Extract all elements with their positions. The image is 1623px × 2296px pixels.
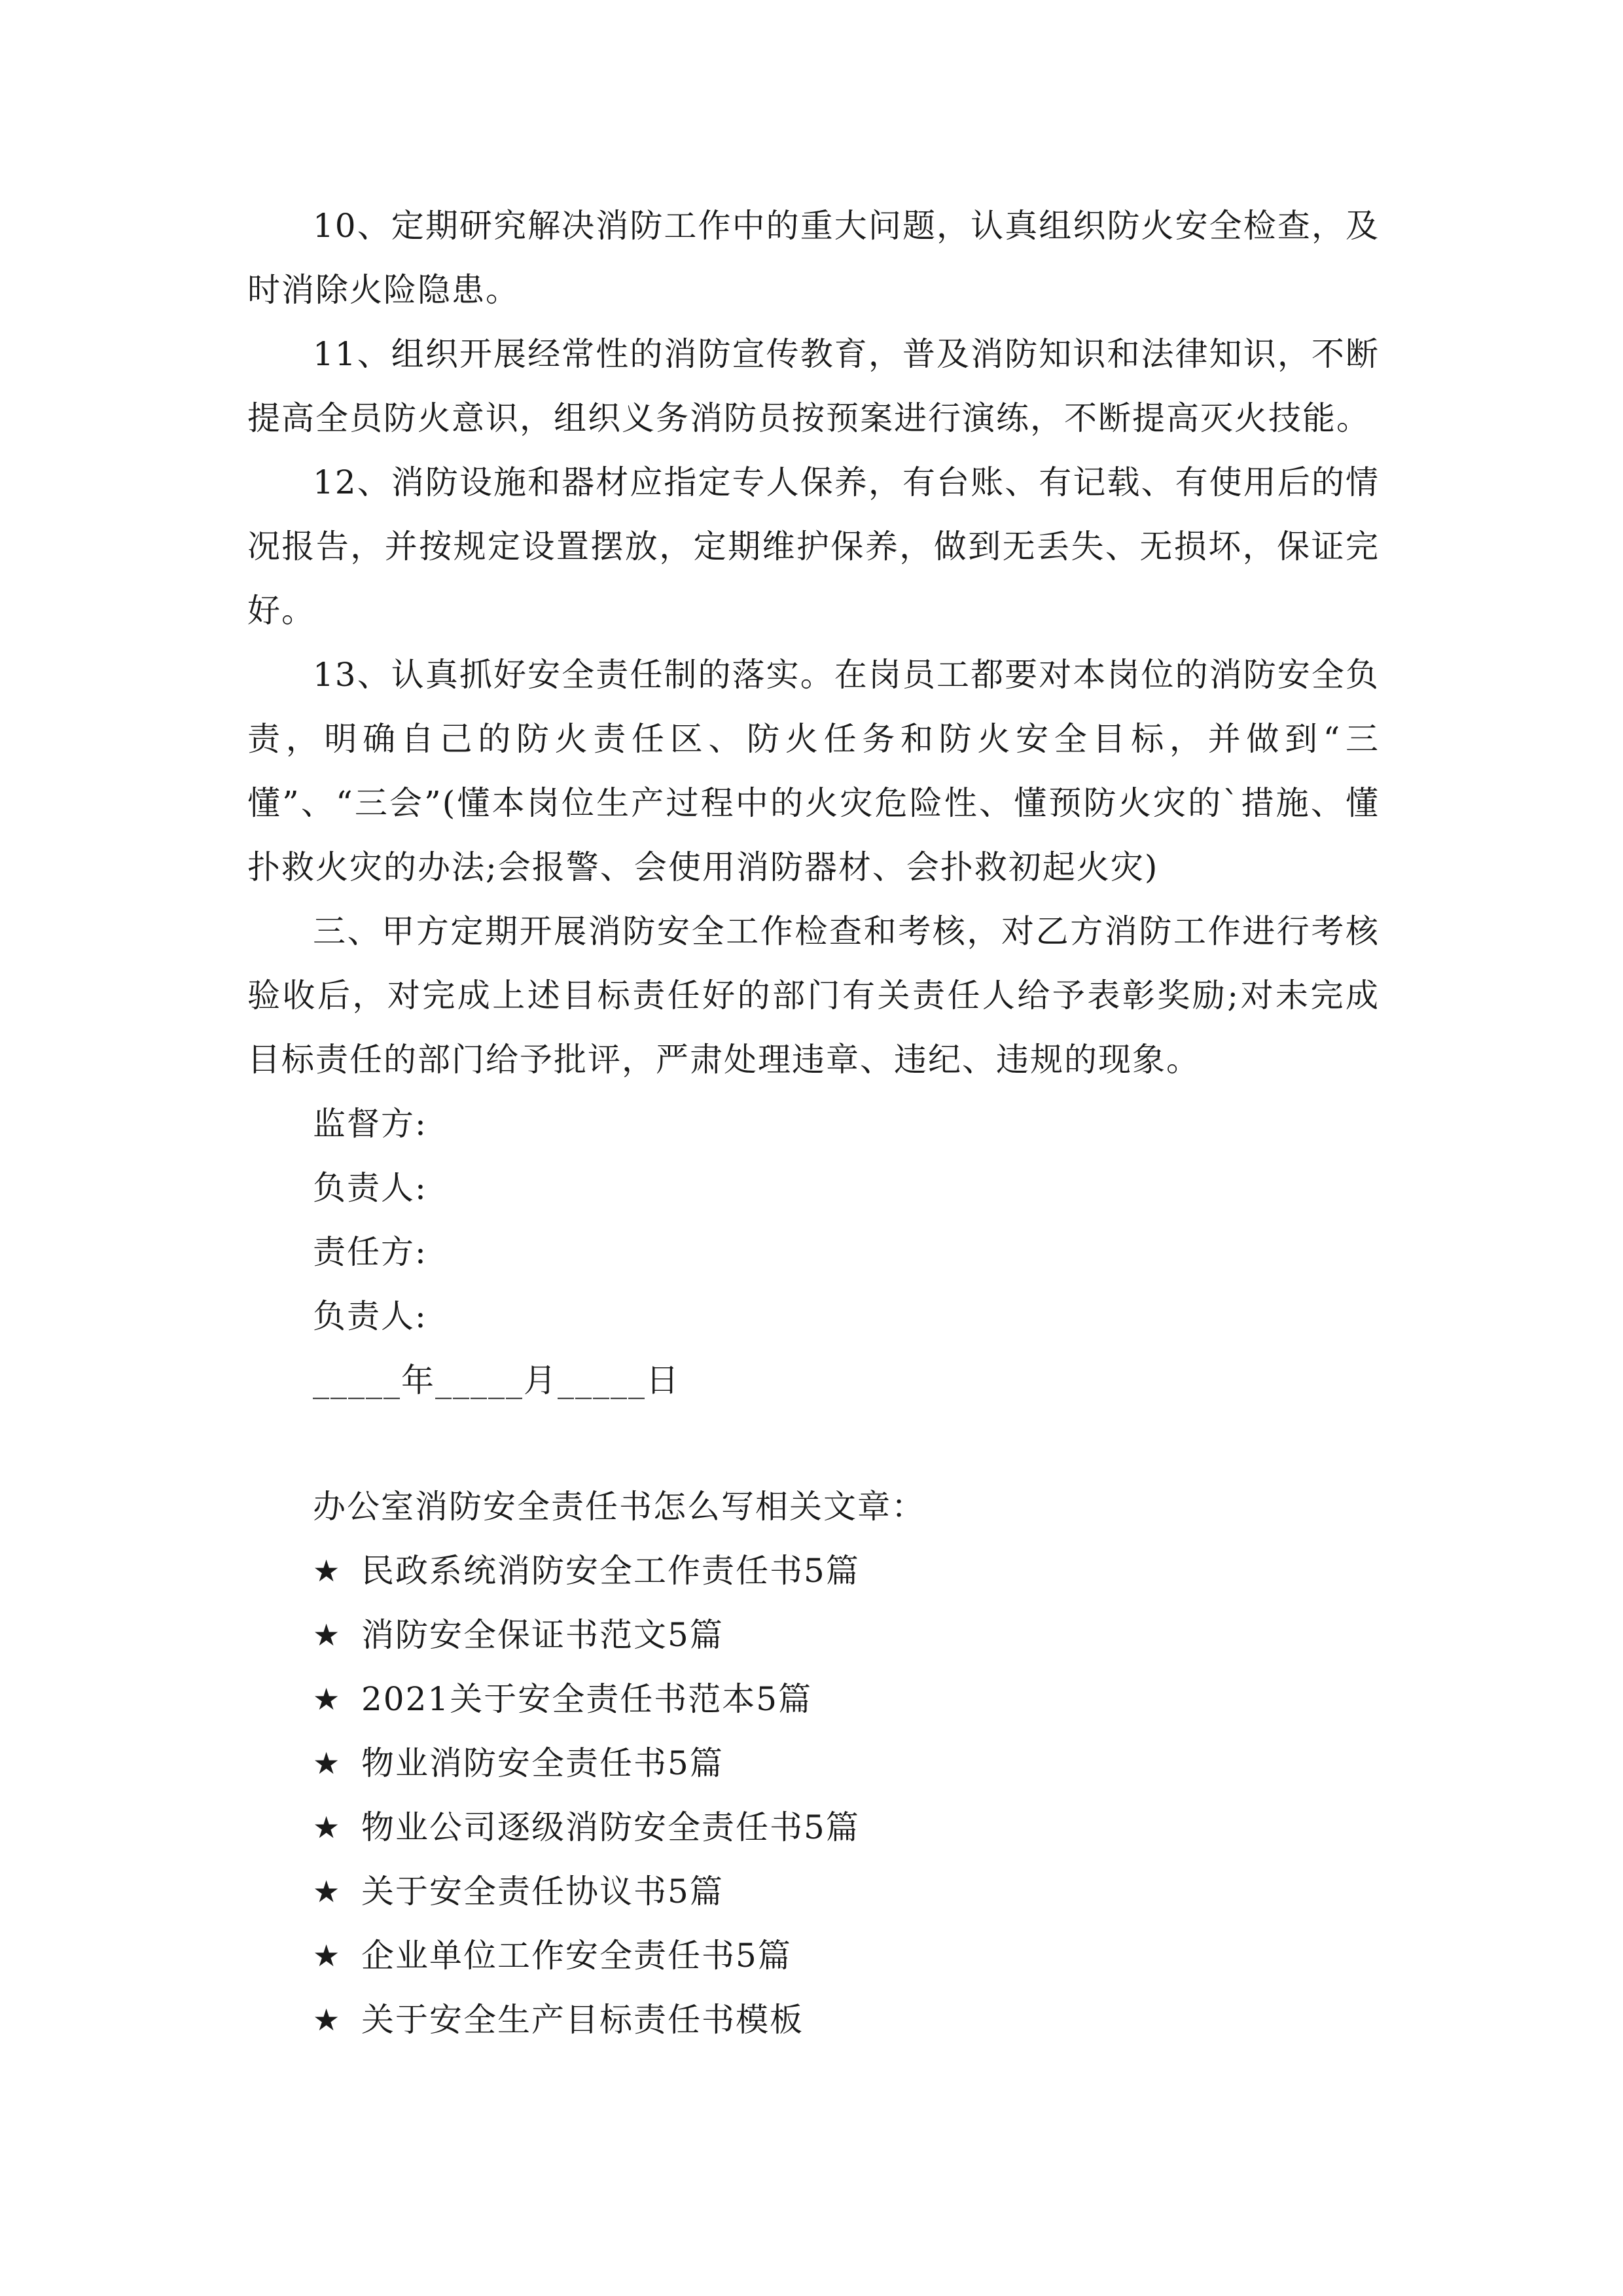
related-article-item[interactable]	[247, 1988, 1380, 2052]
signature-block	[247, 1092, 1380, 1412]
responsible-person-label: 负责人:	[313, 1297, 427, 1335]
paragraph-10: 10、定期研究解决消防工作中的重大问题，认真组织防火安全检查，及时消除火险隐患。	[247, 207, 1380, 309]
paragraph-11: 11、组织开展经常性的消防宣传教育，普及消防知识和法律知识，不断提高全员防火意识，组织义务消防员按预案进行演练，不断提高灭火技能。	[247, 335, 1380, 437]
star-icon: ★	[313, 1938, 342, 1973]
paragraph-section-3: 三、甲方定期开展消防安全工作检查和考核，对乙方消防工作进行考核验收后，对完成上述目标责任好的部门有关责任人给予表彰奖励;对未完成目标责任的部门给予批评，严肃处理违章、违纪、违规的现象。	[247, 912, 1380, 1079]
related-article-link[interactable]: 关于安全责任协议书5篇	[361, 1873, 724, 1910]
paragraph-13: 13、认真抓好安全责任制的落实。在岗员工都要对本岗位的消防安全负责，明确自己的防火责任区、防火任务和防火安全目标，并做到“三懂”、“三会”(懂本岗位生产过程中的火灾危险性、懂预防火灾的`措施、懂扑救火灾的办法;会报警、会使用消防器材、会扑救初起火灾)	[247, 656, 1380, 886]
related-article-link[interactable]: 关于安全生产目标责任书模板	[361, 2001, 804, 2039]
related-articles	[247, 1475, 1380, 2052]
related-article-item[interactable]	[247, 1667, 1380, 1731]
date-line: _____年_____月_____日	[313, 1361, 680, 1399]
responsible-party-label: 责任方:	[313, 1233, 427, 1271]
star-icon: ★	[313, 1874, 342, 1909]
supervisor-person-label: 负责人:	[313, 1169, 427, 1207]
supervisor-label: 监督方:	[313, 1105, 427, 1143]
related-article-link[interactable]: 物业消防安全责任书5篇	[361, 1744, 724, 1782]
star-icon: ★	[313, 1681, 342, 1717]
document-body	[247, 194, 1380, 1412]
related-article-link[interactable]: 2021关于安全责任书范本5篇	[361, 1680, 813, 1718]
related-article-item[interactable]	[247, 1603, 1380, 1667]
related-article-item[interactable]	[247, 1795, 1380, 1859]
related-article-item[interactable]	[247, 1731, 1380, 1795]
star-icon: ★	[313, 1553, 342, 1588]
paragraph-12: 12、消防设施和器材应指定专人保养，有台账、有记载、有使用后的情况报告，并按规定设置摆放，定期维护保养，做到无丢失、无损坏，保证完好。	[247, 463, 1380, 630]
related-article-item[interactable]	[247, 1924, 1380, 1988]
star-icon: ★	[313, 1617, 342, 1653]
related-article-link[interactable]: 民政系统消防安全工作责任书5篇	[361, 1552, 860, 1590]
star-icon: ★	[313, 1746, 342, 1781]
related-article-item[interactable]	[247, 1859, 1380, 1924]
star-icon: ★	[313, 1810, 342, 1845]
related-article-link[interactable]: 物业公司逐级消防安全责任书5篇	[361, 1808, 860, 1846]
star-icon: ★	[313, 2002, 342, 2037]
related-article-link[interactable]: 消防安全保证书范文5篇	[361, 1616, 724, 1654]
related-articles-title: 办公室消防安全责任书怎么写相关文章：	[313, 1488, 925, 1526]
related-articles-list	[247, 1539, 1380, 2052]
related-article-item[interactable]	[247, 1539, 1380, 1603]
related-article-link[interactable]: 企业单位工作安全责任书5篇	[361, 1937, 792, 1975]
